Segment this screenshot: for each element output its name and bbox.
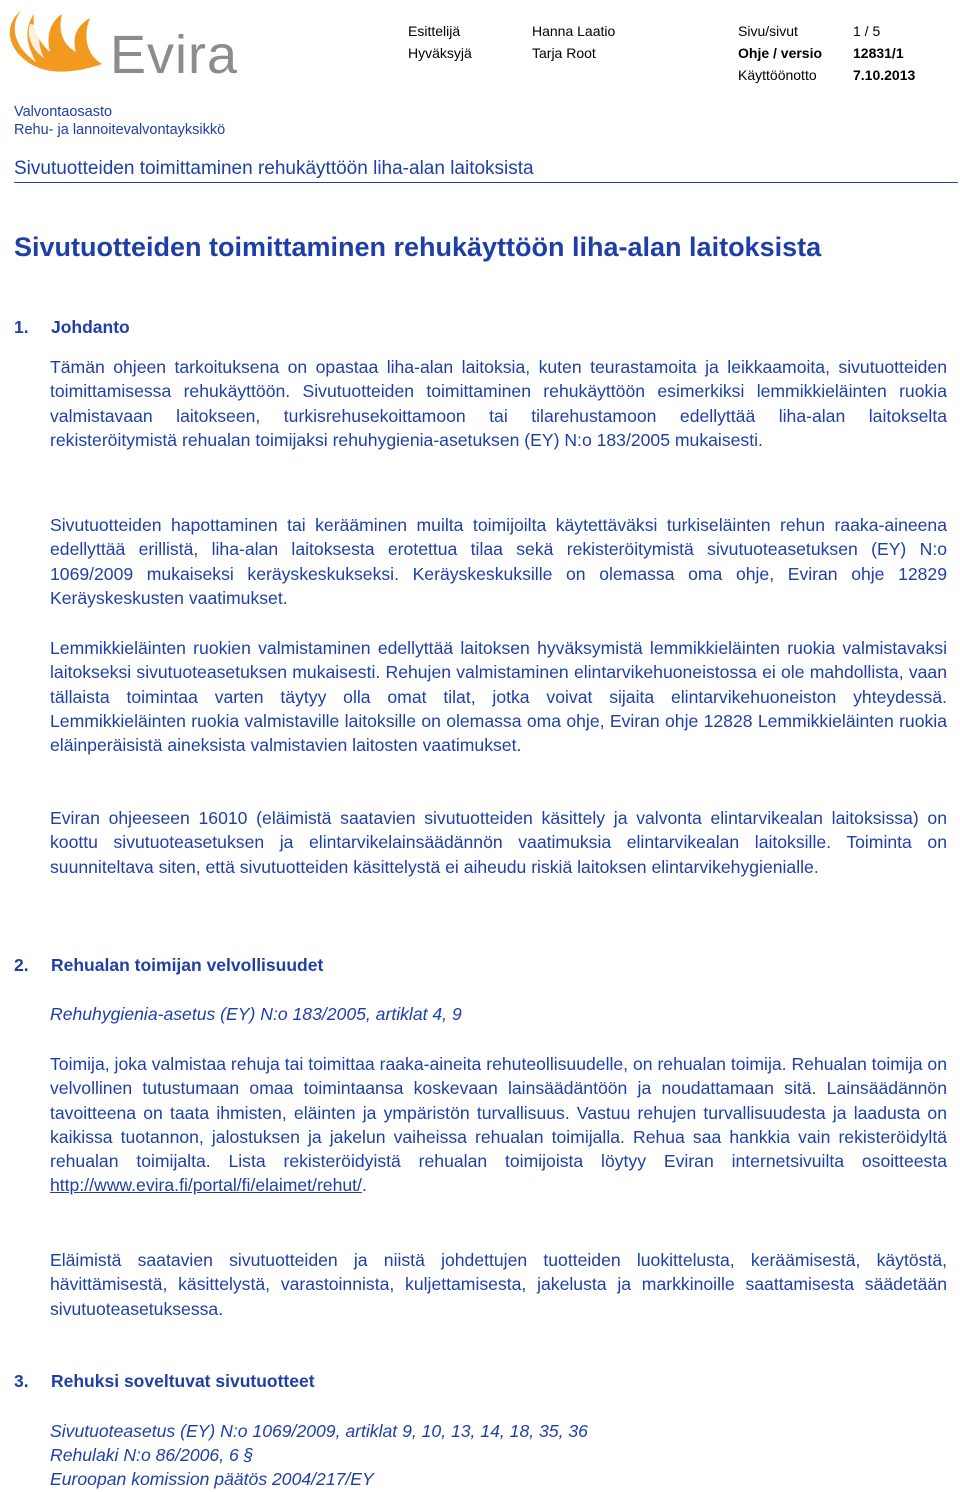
section-2-reference: Rehuhygienia-asetus (EY) N:o 183/2005, artiklat 4, 9 xyxy=(50,1004,462,1024)
section-1-paragraph-4: Eviran ohjeeseen 16010 (eläimistä saatavien sivutuotteiden käsittely ja valvonta elintarvikealan laitoksissa) on koottu sivutuoteasetuksen ja elintarvikelainsäädännön vaatimuksia elintarvikealan laitoksille. Toiminta on suunniteltava siten, että sivutuotteiden käsittelystä ei aiheudu riskiä laitoksen elintarvikehygienialle. xyxy=(50,808,947,877)
paragraph-text: Toimija, joka valmistaa rehuja tai toimittaa raaka-aineita rehuteollisuudelle, on rehualan toimija. Rehualan toimija on velvollinen tutustumaan omaa toimintaansa koskevaan lainsäädäntöön ja noudattamaan sitä. Lainsäädännön tavoitteena on taata ihmisten, eläinten ja ympäristön turvallisuus. Vastuu rehujen turvallisuudesta ja laadusta on kaikissa tuotannon, jalostuksen ja jakelun vaiheissa rehualan toimijalla. Rehua saa hankkia vain rekisteröidyltä rehualan toimijalta. Lista rekisteröidyistä rehualan toimijoista löytyy Eviran internetsivuilta osoitteesta xyxy=(50,1054,947,1172)
section-number: 2. xyxy=(14,955,29,975)
page-label: Sivu/sivut xyxy=(738,23,798,39)
page-value: 1 / 5 xyxy=(853,23,881,39)
section-1-paragraph-2: Sivutuotteiden hapottaminen tai kerääminen muilta toimijoilta käytettäväksi turkiseläinten rehun raaka-aineena edellyttää erillistä, liha-alan laitoksesta erotettua tilaa sekä rekisteröitymistä sivutuoteasetuksen (EY) N:o 1069/2009 mukaiseksi keräyskeskukseksi. Keräyskeskuksille on olemassa oma ohje, Eviran ohje 12829 Keräyskeskusten vaatimukset. xyxy=(50,515,947,608)
unit-name: Rehu- ja lannoitevalvontayksikkö xyxy=(14,122,226,138)
section-1-paragraph-1: Tämän ohjeen tarkoituksena on opastaa liha-alan laitoksia, kuten teurastamoita ja leikkaamoita, sivutuotteiden toimittamisessa rehukäyttöön. Sivutuotteiden toimittaminen rehukäyttöön esimerkiksi lemmikkieläinten ruokia valmistavaan laitokseen, turkisrehusekoittamoon tai tilarehustamoon edellyttää liha-alan laitokselta rekisteröitymistä rehualan toimijaksi rehuhygienia-asetuksen (EY) N:o 183/2005 mukaisesti. xyxy=(50,357,947,450)
section-3-heading xyxy=(14,1371,315,1392)
section-3-reference-3: Euroopan komission päätös 2004/217/EY xyxy=(50,1469,374,1489)
effective-date-value: 7.10.2013 xyxy=(853,67,916,83)
document-title: Sivutuotteiden toimittaminen rehukäyttöön liha-alan laitoksista xyxy=(14,232,822,262)
department xyxy=(14,103,225,139)
approver-value: Tarja Root xyxy=(532,45,596,61)
document-subtitle: Sivutuotteiden toimittaminen rehukäyttöön liha-alan laitoksista xyxy=(14,158,534,179)
guide-version-value: 12831/1 xyxy=(853,45,904,61)
section-title: Johdanto xyxy=(51,317,130,337)
section-3-reference-2: Rehulaki N:o 86/2006, 6 § xyxy=(50,1445,254,1465)
section-2-heading xyxy=(14,955,323,976)
paragraph-end: . xyxy=(361,1175,367,1196)
presenter-label: Esittelijä xyxy=(408,23,461,39)
effective-date-label: Käyttöönotto xyxy=(738,67,817,83)
section-3-reference-1: Sivutuoteasetus (EY) N:o 1069/2009, artiklat 9, 10, 13, 14, 18, 35, 36 xyxy=(50,1421,588,1441)
section-number: 3. xyxy=(14,1371,29,1391)
evira-logo-text: Evira xyxy=(110,25,239,85)
section-title: Rehualan toimijan velvollisuudet xyxy=(51,955,324,975)
header-divider xyxy=(14,182,958,183)
section-2-paragraph-1 xyxy=(50,1052,947,1198)
evira-logo xyxy=(2,4,262,84)
department-name: Valvontaosasto xyxy=(14,104,113,120)
section-1-heading xyxy=(14,317,130,338)
section-1-paragraph-3: Lemmikkieläinten ruokien valmistaminen edellyttää laitoksen hyväksymistä lemmikkieläinten ruokia valmistavaksi laitokseksi sivutuoteasetuksen mukaisesti. Rehujen valmistaminen elintarvikehuoneistossa ei ole mahdollista, vaan tällaista toimintaa varten täytyy olla omat tilat, jotka voivat sijaita elintarvikehuoneiston yhteydessä. Lemmikkieläinten ruokia valmistaville laitoksille on olemassa oma ohje, Eviran ohje 12828 Lemmikkieläinten ruokia eläinperäisistä aineksista valmistavien laitosten vaatimukset. xyxy=(50,638,947,756)
section-2-paragraph-2: Eläimistä saatavien sivutuotteiden ja niistä johdettujen tuotteiden luokittelusta, keräämisestä, käytöstä, hävittämisestä, käsittelystä, varastoinnista, kuljettamisesta, jakelusta ja markkinoille saattamisesta säädetään sivutuoteasetuksessa. xyxy=(50,1250,947,1319)
guide-version-label: Ohje / versio xyxy=(738,45,823,61)
evira-feed-link[interactable]: http://www.evira.fi/portal/fi/elaimet/rehut/ xyxy=(50,1175,362,1196)
evira-flame-icon xyxy=(2,4,112,84)
section-number: 1. xyxy=(14,317,29,337)
section-title: Rehuksi soveltuvat sivutuotteet xyxy=(51,1371,315,1391)
presenter-value: Hanna Laatio xyxy=(532,23,616,39)
approver-label: Hyväksyjä xyxy=(408,45,472,61)
